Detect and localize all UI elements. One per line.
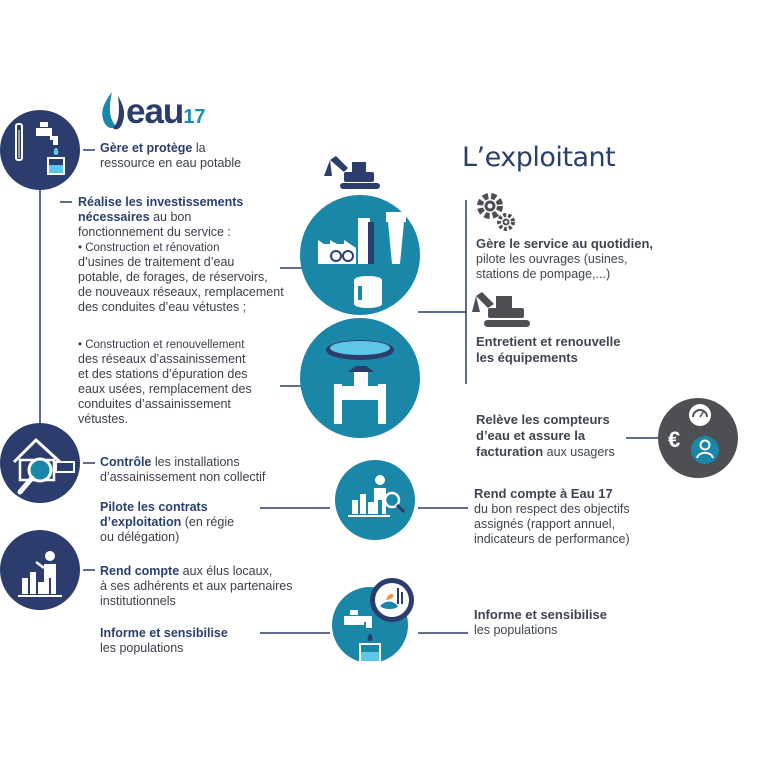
left-item-report: Rend compte aux élus locaux, à ses adhérents et aux partenaires institutionnels	[100, 564, 293, 608]
right-item-service: Gère le service au quotidien, pilote les ouvrages (usines, stations de pompage,...)	[476, 236, 654, 281]
excavator-icon	[324, 156, 380, 189]
logo-brand: eau	[126, 92, 184, 131]
left-item-inform: Informe et sensibilise les populations	[100, 626, 228, 655]
treatment-basin-icon	[300, 318, 420, 438]
right-item-report: Rend compte à Eau 17 du bon respect des objectifs assignés (rapport annuel, indicateurs de performance)	[474, 486, 630, 546]
logo-drop-icon	[102, 92, 124, 129]
water-plant-icon	[300, 195, 420, 315]
right-item-billing: Relève les compteurs d’eau et assure la facturation aux usagers	[476, 412, 615, 459]
right-title: L’exploitant	[462, 142, 616, 173]
excavator-right-icon	[472, 292, 530, 327]
right-item-inform: Informe et sensibilise les populations	[474, 607, 607, 637]
svg-text:€: €	[668, 427, 681, 452]
report-chart-icon	[335, 460, 415, 540]
billing-meter-icon	[658, 398, 738, 478]
left-item-sanitation: • Construction et renouvellement des réseaux d’assainissement et des stations d’épuration des eaux usées, remplacement des conduites d’assainissement vétustes.	[78, 339, 252, 426]
left-item-contracts: Pilote les contrats d’exploitation (en régie ou délégation)	[100, 500, 235, 544]
logo-number: 17	[183, 106, 206, 128]
presenter-report-icon	[0, 530, 80, 610]
faucet-awareness-icon	[332, 578, 414, 663]
faucet-meter-icon	[0, 110, 80, 190]
logo	[126, 92, 206, 132]
house-inspection-icon	[0, 423, 80, 503]
left-item-investments: Réalise les investissements nécessaires au bon fonctionnement du service : • Construction et rénovation d’usines de traitement d’eau potable, de forages, de réservoirs, de nouveaux réseaux, remplacement des conduites d’eau vétustes ;	[78, 195, 284, 314]
gears-icon	[480, 196, 513, 229]
right-item-equipment: Entretient et renouvelle les équipements	[476, 334, 621, 365]
left-item-resource: Gère et protège la ressource en eau potable	[100, 141, 242, 170]
left-item-control: Contrôle les installations d’assainissement non collectif	[100, 455, 266, 484]
